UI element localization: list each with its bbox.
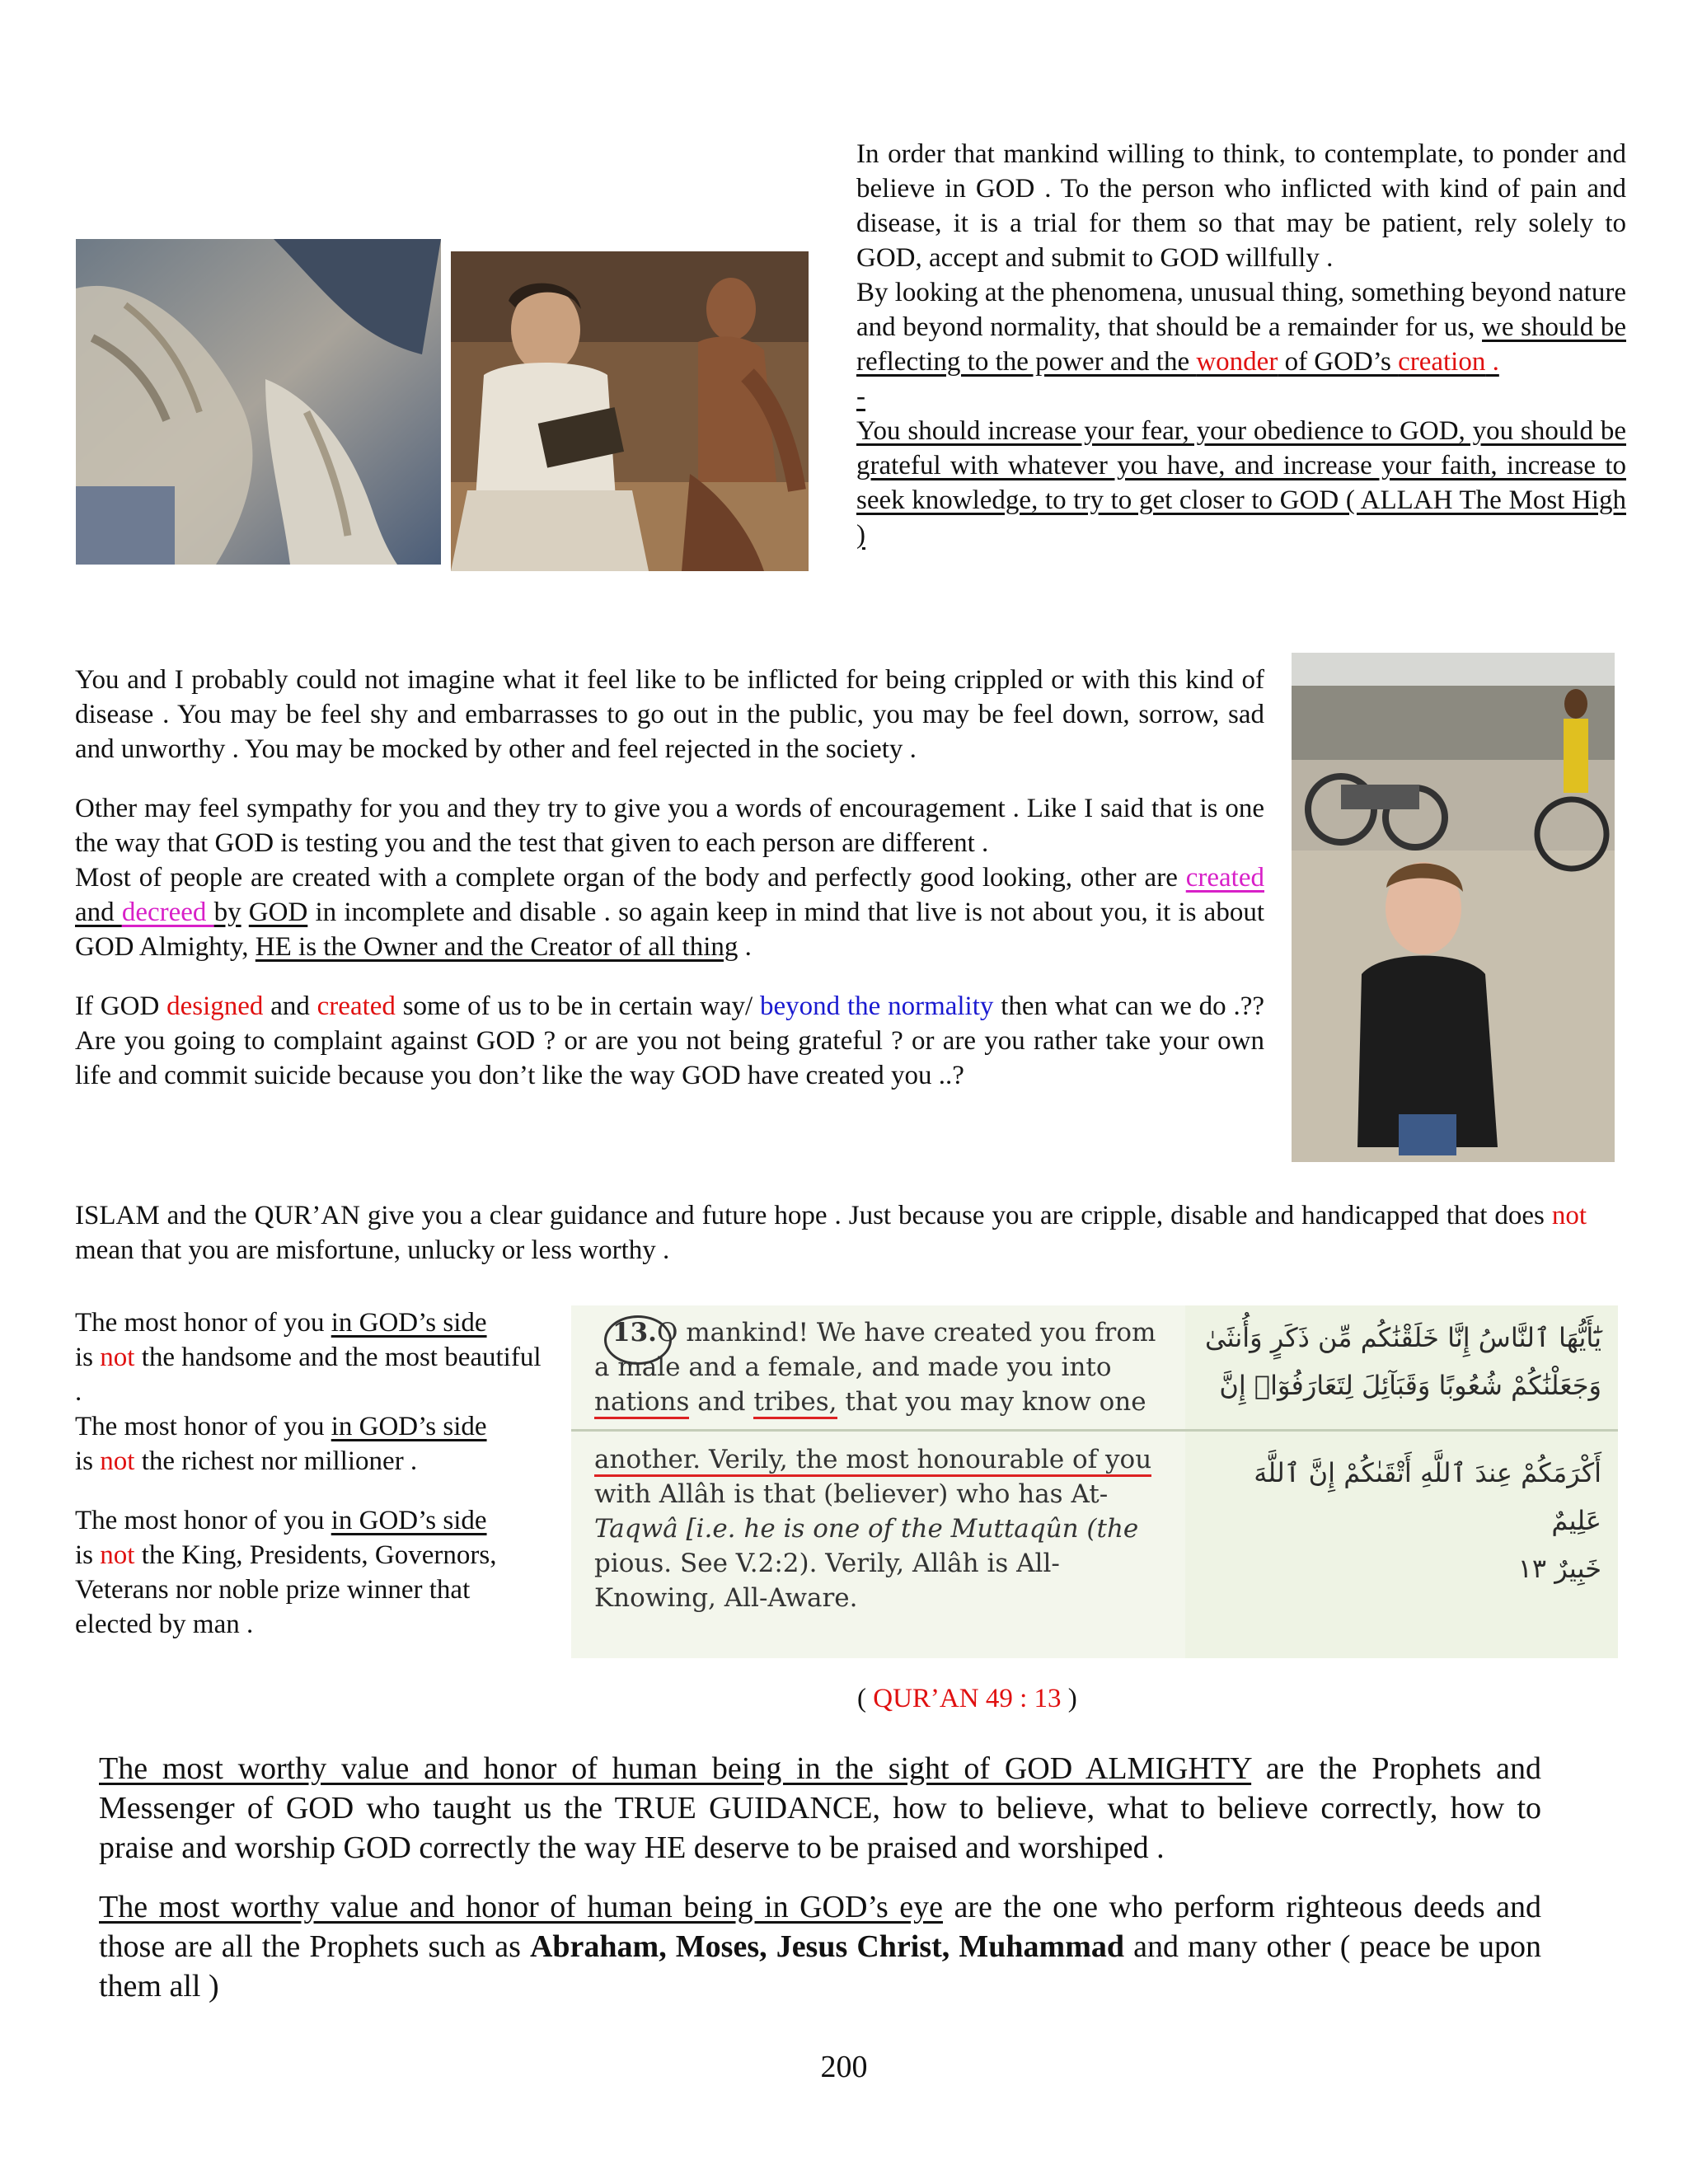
is-word: is xyxy=(75,1343,101,1372)
translation-line-3 xyxy=(594,1385,1188,1419)
owner-creator-phrase: HE is the Owner and the Creator of all thing xyxy=(255,932,738,962)
if-god-text: If GOD xyxy=(75,991,167,1021)
sympathy-paragraph: Other may feel sympathy for you and they try to give you a words of encouragement . Like I said that is one the way that GOD is testing you and the test that given to each person are different . xyxy=(75,794,1264,858)
created-red-word: created xyxy=(316,991,396,1021)
and-text: and xyxy=(263,991,317,1021)
dash-line: - xyxy=(856,382,865,411)
peace-text: and many other ( peace be upon them all ) xyxy=(99,1929,1541,2004)
king-text: the King, Presidents, Governors, Veterans nor noble prize winner that elected by man . xyxy=(75,1540,497,1639)
righteous-text: are the one who perform righteous deeds and those are all the Prophets such as xyxy=(99,1890,1541,1964)
creation-word: creation xyxy=(1398,347,1486,377)
most-people-text: Most of people are created with a complete organ of the body and perfectly good looking, other are xyxy=(75,863,1186,893)
prophet-names: Abraham, Moses, Jesus Christ, Muhammad xyxy=(529,1929,1124,1964)
most-worthy-eye-phrase: The most worthy value and honor of human being in GOD’s eye xyxy=(99,1890,943,1924)
misfortune-text: mean that you are misfortune, unlucky or less worthy . xyxy=(75,1235,670,1265)
prophets-messenger-paragraph xyxy=(99,1749,1541,1868)
honor-intro: The most honor of you xyxy=(75,1506,331,1535)
imagine-paragraph: You and I probably could not imagine what it feel like to be inflicted for being crippled or with this kind of disease . You may be feel shy and embarrasses to go out in the public, you may be feel down, sorrow, sad and unworthy . You may be mocked by other and feel rejected in the society . xyxy=(75,665,1264,764)
honor-item-3 xyxy=(75,1503,553,1642)
quran-verse-scan xyxy=(571,1305,1618,1658)
honor-intro: The most honor of you xyxy=(75,1308,331,1338)
islam-paragraph xyxy=(75,1198,1587,1268)
and-word: and xyxy=(689,1387,754,1417)
arabic-line-3: أَكْرَمَكُمْ عِندَ ٱللَّهِ أَتْقَىٰكُمْ إِنَّ ٱللَّهَ عَلِيمٌ xyxy=(1254,1457,1601,1536)
translation-line-5: with Allâh is that (believer) who has At- xyxy=(594,1479,1109,1509)
phenomena-paragraph xyxy=(856,275,1626,379)
not-word: not xyxy=(100,1343,135,1372)
most-people-paragraph xyxy=(75,860,1264,964)
arabic-line-4: خَبِيرٌ ١٣ xyxy=(1517,1553,1601,1584)
space xyxy=(241,898,249,927)
page-number: 200 xyxy=(820,2050,868,2084)
translation-line-6: Taqwâ [i.e. he is one of the Muttaqûn (the xyxy=(594,1514,1139,1544)
decreed-word: decreed xyxy=(121,898,214,927)
verse-line-4: another. Verily, the most honourable of you xyxy=(594,1445,1151,1477)
tribes-word: tribes, xyxy=(753,1387,837,1419)
know-one-text: that you may know one xyxy=(837,1387,1146,1417)
english-translation xyxy=(594,1315,1188,1615)
of-gods-phrase: of GOD’s xyxy=(1278,347,1399,377)
creation-end: . xyxy=(1485,347,1499,377)
is-word: is xyxy=(75,1446,101,1476)
honor-item-2 xyxy=(75,1409,553,1479)
prophets-text: are the Prophets and Messenger of GOD who taught us the TRUE GUIDANCE, how to believe, what to believe correctly, how to praise and worship GOD correctly the way HE deserve to be praised and worshiped . xyxy=(99,1751,1541,1865)
translation-line-7: pious. See V.2:2). Verily, Allâh is All- xyxy=(594,1549,1060,1578)
period: . xyxy=(738,932,752,962)
arabic-line-2: وَجَعَلْنَٰكُمْ شُعُوبًا وَقَبَآئِلَ لِتَعَارَفُوٓا۟ إِنَّ xyxy=(1219,1370,1601,1401)
honor-intro: The most honor of you xyxy=(75,1412,331,1441)
if-god-designed-paragraph xyxy=(75,989,1264,1093)
righteous-deeds-paragraph xyxy=(99,1887,1541,2006)
verse-number: 13. xyxy=(612,1318,657,1347)
complaint-text: then what can we do .?? Are you going to complaint against GOD ? or are you not being grateful ? or are you rather take your own life and commit suicide because you don’t like the way GOD have created you ..? xyxy=(75,991,1264,1090)
bottom-text-block xyxy=(99,1749,1541,2006)
and-word: and xyxy=(75,898,122,927)
increase-fear-paragraph: You should increase your fear, your obedience to GOD, you should be grateful with whatever you have, and increase your faith, increase to seek knowledge, to try to get closer to GOD ( ALLAH The Most High ) xyxy=(856,416,1626,550)
handsome-text: the handsome and the most beautiful . xyxy=(75,1343,542,1407)
islam-text xyxy=(75,1198,1587,1268)
not-word: not xyxy=(100,1446,135,1476)
not-word: not xyxy=(1551,1201,1587,1230)
arabic-text xyxy=(1198,1314,1601,1592)
photo-man-in-street xyxy=(1292,653,1615,1162)
reflecting-phrase: we should be reflecting to the power and the xyxy=(856,312,1627,377)
god-word: GOD xyxy=(248,898,308,927)
by-word: by xyxy=(213,898,241,927)
wonder-word: wonder xyxy=(1196,347,1278,377)
intro-text-block xyxy=(856,137,1626,552)
quran-citation xyxy=(857,1681,1187,1716)
arabic-line-1: يَٰٓأَيُّهَا ٱلنَّاسُ إِنَّا خَلَقْنَٰكُم مِّن ذَكَرٍ وَأُنثَىٰ xyxy=(1204,1322,1601,1353)
not-word: not xyxy=(100,1540,135,1570)
middle-text-block-1 xyxy=(75,663,1264,1093)
honor-item-1 xyxy=(75,1305,553,1409)
richest-text: the richest nor millioner . xyxy=(134,1446,418,1476)
honor-list xyxy=(75,1305,553,1642)
designed-word: designed xyxy=(166,991,264,1021)
citation-open: ( xyxy=(857,1684,874,1713)
citation-close: ) xyxy=(1061,1684,1077,1713)
photo-man-with-book xyxy=(451,251,809,571)
intro-paragraph: In order that mankind willing to think, to contemplate, to ponder and believe in GOD . To the person who inflicted with kind of pain and disease, it is a trial for them so that may be patient, rely solely to GOD, accept and submit to GOD willfully . xyxy=(856,139,1626,273)
gods-side: in GOD’s side xyxy=(331,1308,487,1338)
translation-line-2: a male and a female, and made you into xyxy=(594,1352,1112,1382)
translation-line-8: Knowing, All-Aware. xyxy=(594,1583,858,1613)
islam-guidance-text: ISLAM and the QUR’AN give you a clear guidance and future hope . Just because you are cripple, disable and handicapped that does xyxy=(75,1201,1552,1230)
is-word: is xyxy=(75,1540,101,1570)
citation-reference: QUR’AN 49 : 13 xyxy=(873,1684,1062,1713)
most-worthy-sight-phrase: The most worthy value and honor of human being in the sight of GOD ALMIGHTY xyxy=(99,1751,1252,1786)
beyond-normality-phrase: beyond the normality xyxy=(760,991,994,1021)
gods-side: in GOD’s side xyxy=(331,1412,487,1441)
translation-line-4 xyxy=(594,1442,1188,1477)
phenomena-text: By looking at the phenomena, unusual thing, something beyond nature and beyond normality, that should be a remainder for us, xyxy=(856,278,1626,342)
photo-tree-man-hands xyxy=(76,239,441,565)
nations-word: nations xyxy=(594,1387,689,1419)
incomplete-text: in incomplete and disable . so again keep in mind that live is not about you, it is about GOD Almighty, xyxy=(75,898,1264,962)
certain-way-text: some of us to be in certain way/ xyxy=(395,991,761,1021)
translation-line-1 xyxy=(594,1315,1188,1350)
created-word: created xyxy=(1185,863,1264,893)
gods-side: in GOD’s side xyxy=(331,1506,487,1535)
verse-line-1: O mankind! We have created you from xyxy=(656,1318,1156,1347)
